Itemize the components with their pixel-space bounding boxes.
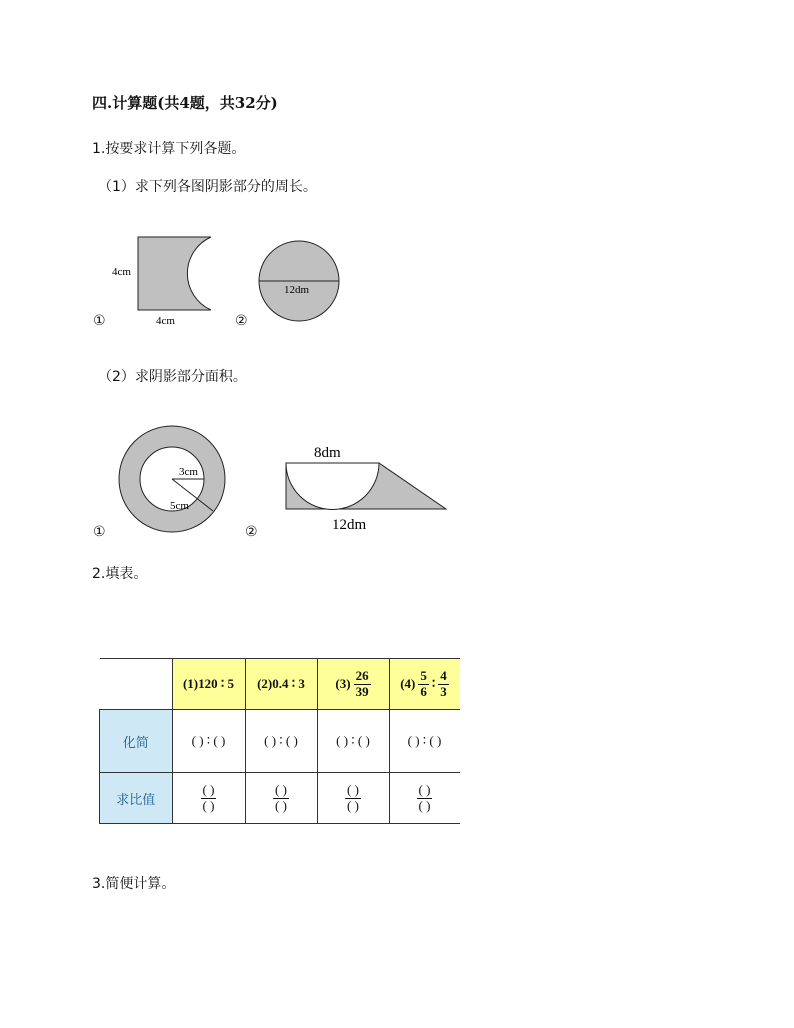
- answer-cell[interactable]: [389, 773, 460, 824]
- fraction: $\frac{4}{3}$: [440, 668, 447, 699]
- bottom-length-label: 12dm: [332, 517, 367, 533]
- row-label-simplify: 化简: [100, 710, 173, 773]
- answer-cell[interactable]: [317, 773, 389, 824]
- table-row: [100, 773, 460, 824]
- table-header-row: [100, 659, 460, 710]
- figure-marker-4: ②: [245, 524, 258, 540]
- answer-cell[interactable]: ( ) ∶ ( ): [172, 710, 245, 773]
- fraction: $\frac{( )}{( )}$: [275, 782, 287, 813]
- question-2-title: 2.填表。: [92, 566, 148, 582]
- table-row: [100, 710, 460, 773]
- outer-radius-label: 5cm: [170, 500, 189, 512]
- figure-bottom-label: 4cm: [156, 315, 175, 327]
- figure-trapezoid: [264, 440, 450, 536]
- answer-cell[interactable]: [172, 773, 245, 824]
- answer-cell[interactable]: ( ) ∶ ( ): [245, 710, 317, 773]
- figure-marker-3: ①: [93, 524, 106, 540]
- part-2-label: （2）求阴影部分面积。: [98, 369, 247, 385]
- answer-cell[interactable]: ( ) ∶ ( ): [389, 710, 460, 773]
- table-header-1: (1)120 ∶ 5: [172, 659, 245, 710]
- figure-side-label: 4cm: [112, 266, 131, 278]
- figure-circle-diameter: [254, 236, 346, 328]
- table-header-4: (4) $\frac{5}{6}$ ∶ $\frac{4}{3}$: [389, 659, 460, 710]
- question-3-title: 3.简便计算。: [92, 876, 176, 892]
- section-title: 四.计算题(共4题，共32分): [92, 94, 278, 112]
- table-header-2: (2)0.4 ∶ 3: [245, 659, 317, 710]
- figure-ring: [113, 424, 231, 536]
- figure-marker-2: ②: [235, 313, 248, 329]
- table-header-3: (3) $\frac{26}{39}$: [317, 659, 389, 710]
- question-1-title: 1.按要求计算下列各题。: [92, 141, 246, 157]
- top-length-label: 8dm: [314, 445, 341, 461]
- diameter-label: 12dm: [284, 284, 310, 296]
- answer-cell[interactable]: [245, 773, 317, 824]
- row-label-ratio-value: 求比值: [100, 773, 173, 824]
- fraction: $\frac{26}{39}$: [355, 668, 369, 699]
- answer-cell[interactable]: ( ) ∶ ( ): [317, 710, 389, 773]
- figure-square-semicircle: [108, 230, 226, 330]
- part-1-label: （1）求下列各图阴影部分的周长。: [98, 179, 317, 195]
- fraction: $\frac{5}{6}$: [420, 668, 427, 699]
- inner-radius-label: 3cm: [179, 466, 198, 478]
- fraction: $\frac{( )}{( )}$: [418, 782, 431, 813]
- fraction: $\frac{( )}{( )}$: [347, 782, 359, 813]
- figure-marker-1: ①: [93, 313, 106, 329]
- fraction: $\frac{( )}{( )}$: [202, 782, 215, 813]
- ratio-table: [99, 658, 460, 824]
- table-corner: [100, 659, 173, 710]
